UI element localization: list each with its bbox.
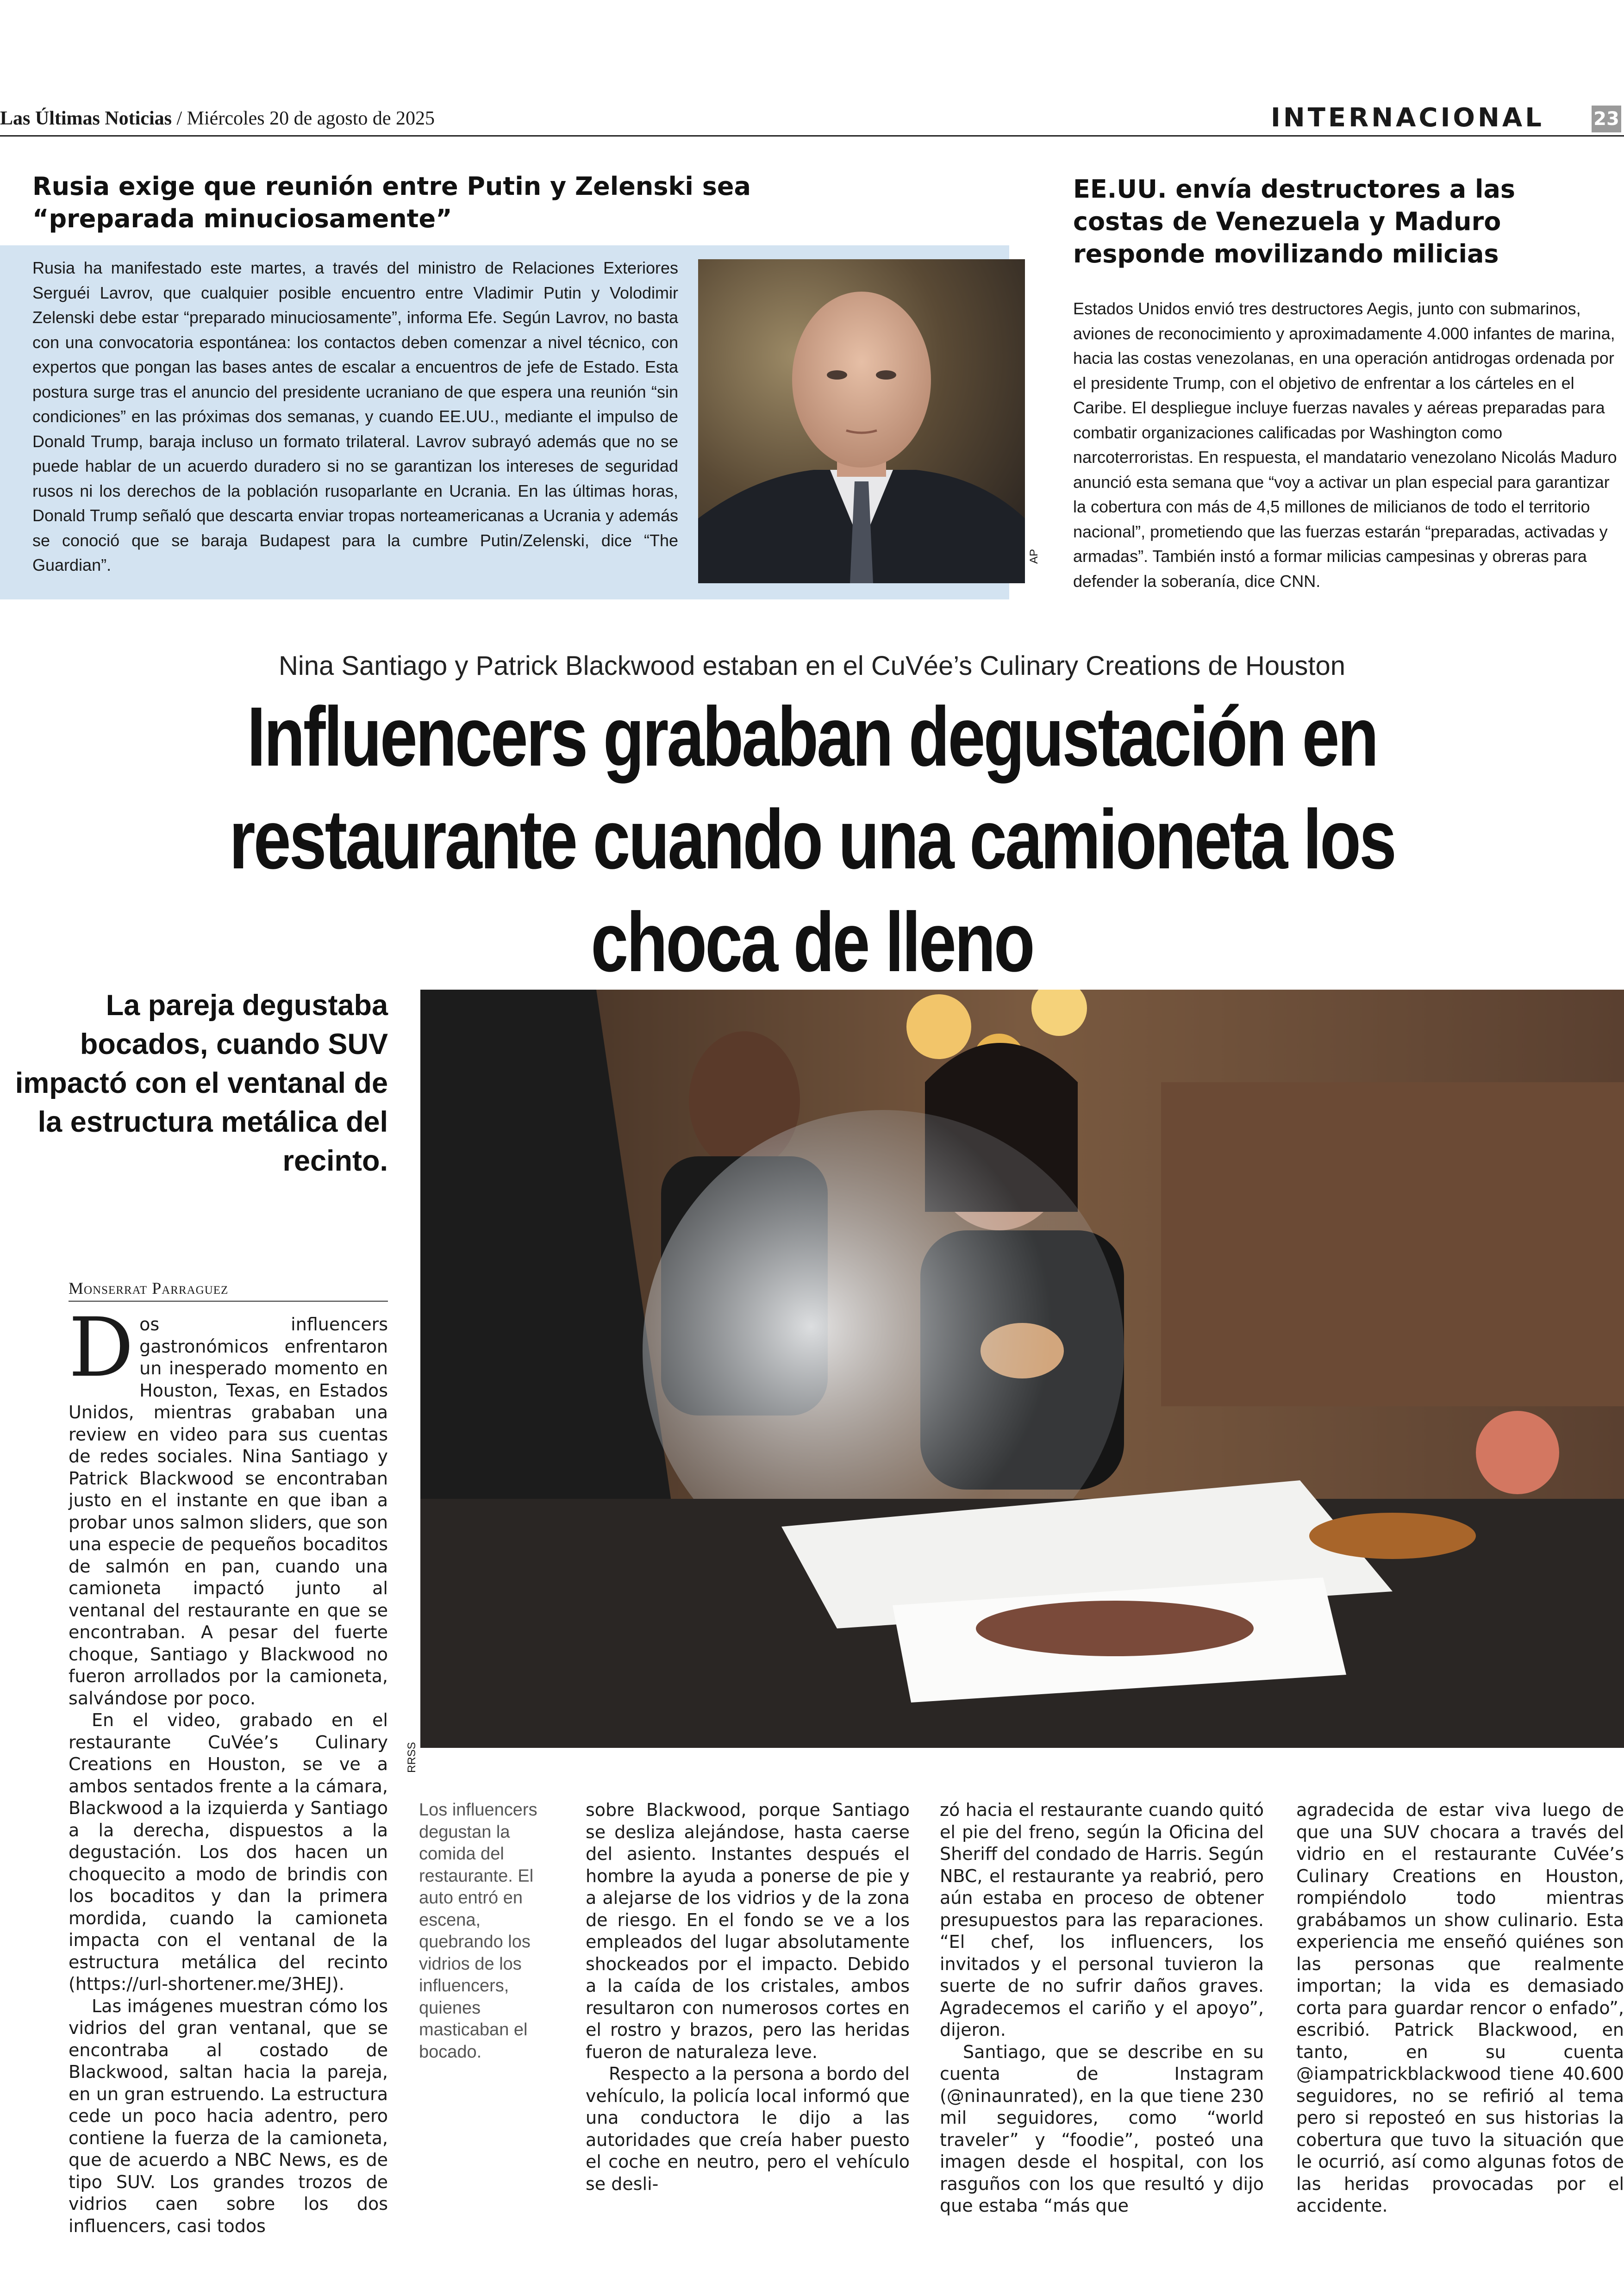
story-column-1 [69,1300,388,2237]
paragraph: En el video, grabado en el restaurante CuVée’s Culinary Creations en Houston, se ve a ambos sentados frente a la cámara, Blackwood a la izquierda y Santiago a la derecha, dispuestos a la degustación. Los dos hacen un choquecito a modo de brindis con los bocaditos y dan la primera mordida, cuando la camioneta impacta con el ventanal de la estructura metálica del recinto (https://url-shortener.me/3HEJ). [69,1710,388,1994]
story-kicker: Nina Santiago y Patrick Blackwood estaban en el CuVée’s Culinary Creations de Houston [278,651,1346,681]
page-number-badge: 23 [1592,106,1621,132]
paragraph: zó hacia el restaurante cuando quitó el pie del freno, según la Oficina del Sheriff del condado de Harris. Según NBC, el restaurante ya reabrió, pero aún estaba en proceso de obtener presupuestos para las reparaciones. “El chef, los influencers, los invitados y el personal tuvieron la suerte de no sufrir daños graves. Agradecemos el cariño y el apoyo”, dijeron. [940,1800,1264,2040]
photo-credit: RRSS [406,1742,418,1773]
story-deck: La pareja degustaba bocados, cuando SUV impactó con el ventanal de la estructura metálica del recinto. [15,989,388,1177]
main-headline: Influencers grababan degustación en restaurante cuando una camioneta los choca de lleno [229,689,1395,989]
section-name: INTERNACIONAL [1271,103,1544,133]
story-column-4 [1296,1799,1624,2217]
masthead [0,107,435,130]
story-column-2 [586,1799,910,2195]
main-photo [420,990,1624,1748]
paragraph: Santiago, que se describe en su cuenta de Instagram (@ninaunrated), en la que tiene 230 mil seguidores, como “world traveler” y “foodie”, posteó una imagen desde el hospital, con los rasguños con los que resultó y dijo que estaba “más que [940,2041,1264,2216]
story-column-3 [940,1799,1264,2217]
paragraph: Respecto a la persona a bordo del vehículo, la policía local informó que una conductora le dijo a las autoridades que creía haber puesto el coche en neutro, pero el vehículo se desli- [586,2064,910,2194]
drop-cap: D [69,1300,134,1395]
issue-date: Miércoles 20 de agosto de 2025 [187,108,435,129]
putin-photo [698,259,1025,583]
brief-left-body: Rusia ha manifestado este martes, a través del ministro de Relaciones Exteriores Serguéi Lavrov, que cualquier posible encuentro entre Vladimir Putin y Volodimir Zelenski debe estar “preparado minuciosamente”, informa Efe. Según Lavrov, no basta con una convocatoria espontánea: los contactos deben comenzar a nivel técnico, con expertos que pongan las bases antes de escalar a encuentros de jefe de Estado. Esta postura surge tras el anuncio del presidente ucraniano de que espera una reunión “sin condiciones” en las próximas dos semanas, y cuando EE.UU., mediante el impulso de Donald Trump, baraja incluso un formato trilateral. Lavrov subrayó además que no se puede hablar de un acuerdo duradero si no se garantizan los intereses de seguridad rusos ni los derechos de la población rusoparlante en Ucrania. En las últimas horas, Donald Trump señaló que descarta enviar tropas norteamericanas a Ucrania y además se conoció que se baraja Budapest para la cumbre Putin/Zelenski, dice “The Guardian”. [32,258,678,574]
paragraph: agradecida de estar viva luego de que una SUV chocara a través del vidrio en el restaurante CuVée’s Culinary Creations en Houston, rompiéndolo todo mientras grabábamos un show culinario. Esta experiencia me enseñó quiénes son las personas que realmente importan; la vida es demasiado corta para guardar rencor o enfado”, escribió. Patrick Blackwood, en tanto, en su cuenta @iampatrickblackwood tiene 40.600 seguidores, no se refirió al tema pero si reposteó en sus historias la cobertura que tuvo la situación que le ocurrió, así como algunas fotos de las heridas provocadas por el accidente. [1296,1800,1624,2216]
paragraph: Dos influencers gastronómicos enfrentaron un inesperado momento en Houston, Texas, en Estados Unidos, mientras grababan una review en video para sus cuentas de redes sociales. Nina Santiago y Patrick Blackwood se encontraban justo en el instante en que iban a probar unos salmon sliders, que son una especie de pequeños bocaditos de salmón en pan, cuando una camioneta impactó junto al ventanal del restaurante en que se encontraban. A pesar del fuerte choque, Santiago y Blackwood no fueron arrollados por la camioneta, salvándose por poco. [69,1300,388,1709]
brief-right-body: Estados Unidos envió tres destructores Aegis, junto con submarinos, aviones de reconocimiento y aproximadamente 4.000 infantes de marina, hacia las costas venezolanas, en una operación antidrogas ordenada por el presidente Trump, con el objetivo de enfrentar a los cárteles en el Caribe. El despliegue incluye fuerzas navales y aéreas preparadas para combatir organizaciones calificadas por Washington como narcoterroristas. En respuesta, el mandatario venezolano Nicolás Maduro anunció esta semana que “voy a activar un plan especial para garantizar la cobertura con más de 4,5 millones de milicianos de todo el territorio nacional”, prometiendo que las fuerzas estarán “preparadas, activadas y armadas”. También instó a formar milicias campesinas y obreras para defender la soberanía, dice CNN. [1073,299,1617,591]
photo-caption: Los influencers degustan la comida del restaurante. El auto entró en escena, quebrando los vidrios de los influencers, quienes masticaban el bocado. [419,1800,537,2062]
byline: Monserrat Parraguez [69,1278,388,1302]
brief-left-title: Rusia exige que reunión entre Putin y Zelenski sea “preparada minuciosamente” [32,172,751,233]
brief-right-title: EE.UU. envía destructores a las costas de Venezuela y Maduro responde movilizando milicias [1073,175,1516,268]
paragraph: sobre Blackwood, porque Santiago se desliza alejándose, hasta caerse del asiento. Instantes después el hombre la ayuda a ponerse de pie y a alejarse de los vidrios y de la zona de riesgo. En el fondo se ve a los empleados del lugar absolutamente shockeados por el impacto. Debido a la caída de los cristales, ambos resultaron con numerosos cortes en el rostro y brazos, pero las heridas fueron de naturaleza leve. [586,1800,910,2062]
paragraph: Las imágenes muestran cómo los vidrios del gran ventanal, que se encontraba al costado de Blackwood, saltan hacia la pareja, en un gran estruendo. La estructura cede un poco hacia adentro, pero contiene la fuerza de la camioneta, que de acuerdo a NBC News, es de tipo SUV. Los grandes trozos de vidrios caen sobre los dos influencers, casi todos [69,1996,388,2236]
header-rule [0,135,1624,137]
portrait-image [698,259,1025,583]
header-separator: / [172,108,187,129]
photo-credit: AP [1028,549,1040,564]
publication-name: Las Últimas Noticias [0,108,172,129]
restaurant-crash-image [420,990,1624,1748]
